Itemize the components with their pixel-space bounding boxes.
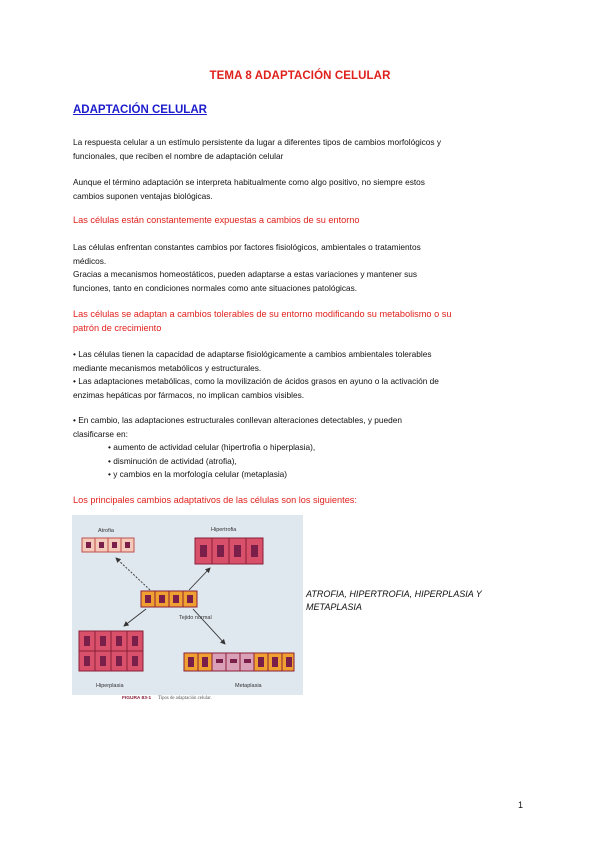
text-line: enzimas hepáticas por fármacos, no implican cambios visibles. — [73, 389, 305, 400]
sub-list — [108, 441, 315, 482]
hyperplasia-cells — [79, 631, 143, 671]
text-line: clasificarse en: — [73, 428, 128, 439]
label-tejido-normal: Tejido normal — [179, 615, 212, 621]
text-line: • y cambios en la morfología celular (metaplasia) — [108, 469, 288, 479]
paragraph-intro — [73, 136, 531, 163]
red-heading-3: Los principales cambios adaptativos de las células son los siguientes: — [73, 495, 357, 505]
page-title: TEMA 8 ADAPTACIÓN CELULAR — [209, 70, 391, 82]
red-heading-1: Las células están constantemente expuestas a cambios de su entorno — [73, 215, 360, 225]
label-atrofia: Atrofia — [98, 528, 114, 534]
text-line: mediante mecanismos metabólicos y estructurales. — [73, 362, 262, 373]
figure-side-caption — [306, 588, 516, 614]
cell-adaptation-figure — [72, 515, 303, 702]
paragraph-changes — [73, 241, 531, 295]
text-line: médicos. — [73, 255, 107, 266]
text-line: funciones, tanto en condiciones normales como ante situaciones patológicas. — [73, 282, 358, 293]
normal-tissue-cells — [141, 591, 197, 607]
text-line: • aumento de actividad celular (hipertrofia o hiperplasia), — [108, 442, 316, 452]
paragraph-adaptation — [73, 176, 531, 203]
metaplasia-cells — [184, 653, 294, 671]
label-hiperplasia: Hiperplasia — [96, 683, 124, 689]
text-line: Aunque el término adaptación se interpreta habitualmente como algo positivo, no siempre estos — [73, 177, 425, 187]
text-line: patrón de crecimiento — [73, 323, 162, 333]
text-line: Las células enfrentan constantes cambios por factores fisiológicos, ambientales o tratamientos — [73, 242, 421, 252]
label-hipertrofia: Hipertrofia — [211, 527, 237, 533]
page-number: 1 — [518, 800, 524, 810]
section-heading: ADAPTACIÓN CELULAR — [73, 104, 207, 116]
text-line: Gracias a mecanismos homeostáticos, pueden adaptarse a estas variaciones y mantener sus — [73, 269, 418, 279]
text-line: La respuesta celular a un estímulo persistente da lugar a diferentes tipos de cambios morfológicos y — [73, 137, 442, 147]
text-line: Las células se adaptan a cambios tolerables de su entorno modificando su metabolismo o su — [73, 309, 452, 319]
figure-caption-bold: FIGURA 83-1 — [122, 696, 152, 701]
hypertrophy-cells — [195, 538, 263, 564]
text-line: • Las adaptaciones metabólicas, como la movilización de ácidos grasos en ayuno o la activación de — [73, 376, 439, 386]
text-line: cambios suponen ventajas biológicas. — [73, 190, 213, 201]
atrophy-cells — [82, 538, 134, 552]
red-heading-2 — [73, 307, 533, 335]
text-line: METAPLASIA — [306, 602, 362, 612]
label-metaplasia: Metaplasia — [235, 683, 262, 689]
text-line: • Las células tienen la capacidad de adaptarse fisiológicamente a cambios ambientales tolerables — [73, 349, 432, 359]
text-line: • disminución de actividad (atrofia), — [108, 455, 237, 466]
bullet-list — [73, 348, 531, 402]
text-line: funcionales, que reciben el nombre de adaptación celular — [73, 150, 284, 161]
text-line: • En cambio, las adaptaciones estructurales conllevan alteraciones detectables, y pueden — [73, 415, 402, 425]
figure-caption-text: Tipos de adaptación celular. — [158, 696, 212, 701]
text-line: ATROFIA, HIPERTROFIA, HIPERPLASIA Y — [306, 589, 482, 599]
paragraph-structural — [73, 414, 531, 441]
